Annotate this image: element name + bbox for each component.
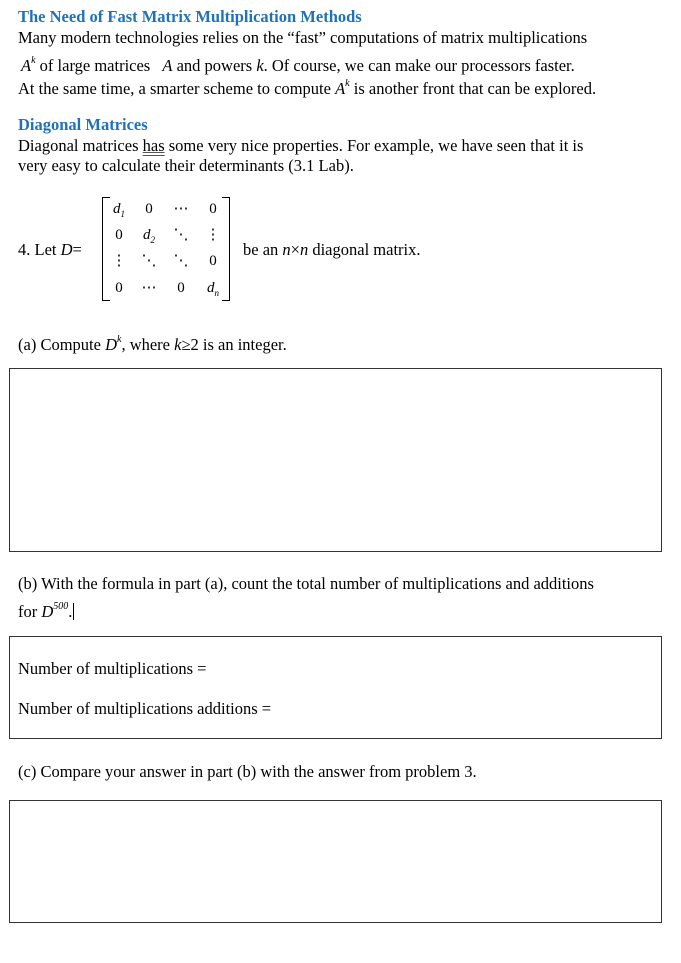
matrix-cell: ⋯ xyxy=(141,280,157,296)
text-cursor xyxy=(73,603,74,620)
multiplications-additions-label: Number of multiplications additions = xyxy=(18,699,272,718)
part-c-answer-box[interactable] xyxy=(9,800,662,923)
matrix-cell: ⋮ xyxy=(111,253,127,269)
part-b-question-line-1: (b) With the formula in part (a), count the total number of multiplications and additions xyxy=(18,574,594,593)
problem-4-description: be an n×n diagonal matrix. xyxy=(243,240,421,259)
part-c-question: (c) Compare your answer in part (b) with the answer from problem 3. xyxy=(18,762,477,781)
matrix-cell-dn: $d_n$ xyxy=(207,280,219,298)
matrix-cell: 0 xyxy=(209,253,217,269)
matrix-cell: 0 xyxy=(115,280,123,296)
multiplications-label: Number of multiplications = xyxy=(18,659,207,678)
part-a-question: (a) Compute $D^k$, where k≥2 is an integer. xyxy=(18,334,287,354)
diagonal-line-2: very easy to calculate their determinants (3.1 Lab). xyxy=(18,156,354,175)
matrix-cell: 0 xyxy=(209,201,217,217)
matrix-cell-d1: $d_1$ xyxy=(113,201,125,219)
part-b-answer-box[interactable] xyxy=(9,636,662,739)
matrix-cell: ⋱ xyxy=(173,227,189,243)
matrix-cell: ⋱ xyxy=(141,253,157,269)
part-a-answer-box[interactable] xyxy=(9,368,662,552)
section-title-diagonal-matrices: Diagonal Matrices xyxy=(18,115,148,134)
section-title-fast-multiplication: The Need of Fast Matrix Multiplication Methods xyxy=(18,7,362,26)
matrix-cell: 0 xyxy=(177,280,185,296)
diagonal-line-1: Diagonal matrices has some very nice properties. For example, we have seen that it is xyxy=(18,136,584,155)
intro-line-1: Many modern technologies relies on the “fast” computations of matrix multiplications xyxy=(18,28,588,47)
matrix-cell: 0 xyxy=(115,227,123,243)
intro-line-2: $A^k$ of large matrices A and powers k. Of course, we can make our processors faster. xyxy=(21,55,575,75)
part-b-question-line-2: for $D^{500}$. xyxy=(18,601,73,621)
matrix-cell: 0 xyxy=(145,201,153,217)
matrix-cell: ⋱ xyxy=(173,253,189,269)
intro-line-3: At the same time, a smarter scheme to compute $A^k$ is another front that can be explored. xyxy=(18,78,597,98)
matrix-cell: ⋮ xyxy=(205,227,221,243)
matrix-cell: ⋯ xyxy=(173,201,189,217)
problem-4-label: 4. Let D= xyxy=(18,240,82,259)
diagonal-matrix xyxy=(102,197,230,301)
matrix-cell-d2: $d_2$ xyxy=(143,227,155,245)
